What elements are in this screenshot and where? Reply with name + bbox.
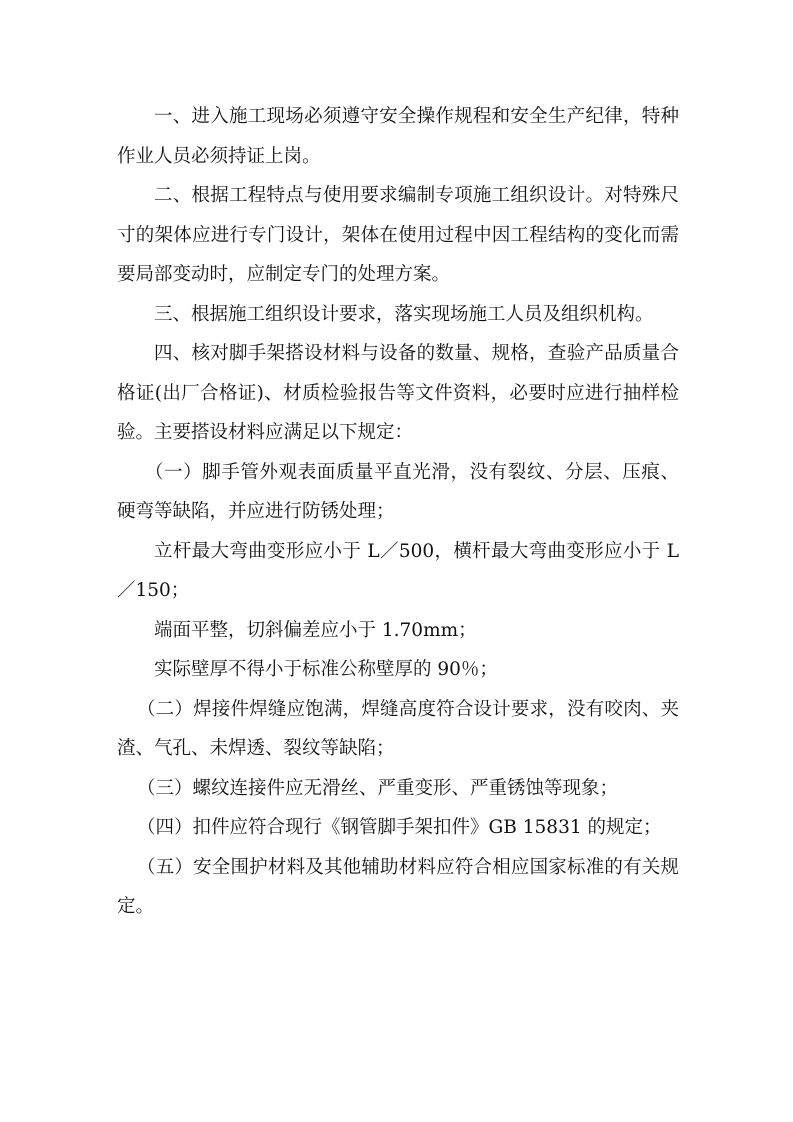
paragraph-3: 三、根据施工组织设计要求，落实现场施工人员及组织机构。 — [154, 303, 654, 325]
paragraph-12: （五）安全围护材料及其他辅助材料应符合相应国家标准的有关规定。 — [117, 856, 679, 917]
paragraph-1: 一、进入施工现场必须遵守安全操作规程和安全生产纪律，特种作业人员必须持证上岗。 — [117, 106, 679, 167]
paragraph-7: 端面平整，切斜偏差应小于 1.70mm； — [154, 619, 477, 641]
paragraph-4: 四、核对脚手架搭设材料与设备的数量、规格，查验产品质量合格证(出厂合格证)、材质检验报告等文件资料，必要时应进行抽样检验。主要搭设材料应满足以下规定： — [117, 343, 679, 443]
paragraph-6: 立杆最大弯曲变形应小于 L／500，横杆最大弯曲变形应小于 L／150； — [117, 540, 679, 601]
document-body — [117, 97, 679, 927]
paragraph-10: （三）螺纹连接件应无滑丝、严重变形、严重锈蚀等现象； — [137, 777, 619, 799]
paragraph-11: （四）扣件应符合现行《钢管脚手架扣件》GB 15831 的规定； — [137, 817, 662, 838]
paragraph-8: 实际壁厚不得小于标准公称壁厚的 90％； — [154, 659, 498, 680]
paragraph-9: （二）焊接件焊缝应饱满，焊缝高度符合设计要求，没有咬肉、夹渣、气孔、未焊透、裂纹等缺陷； — [117, 698, 679, 759]
paragraph-2: 二、根据工程特点与使用要求编制专项施工组织设计。对特殊尺寸的架体应进行专门设计，架体在使用过程中因工程结构的变化而需要局部变动时，应制定专门的处理方案。 — [117, 185, 679, 285]
paragraph-5: （一）脚手管外观表面质量平直光滑，没有裂纹、分层、压痕、硬弯等缺陷，并应进行防锈处理； — [117, 461, 679, 522]
